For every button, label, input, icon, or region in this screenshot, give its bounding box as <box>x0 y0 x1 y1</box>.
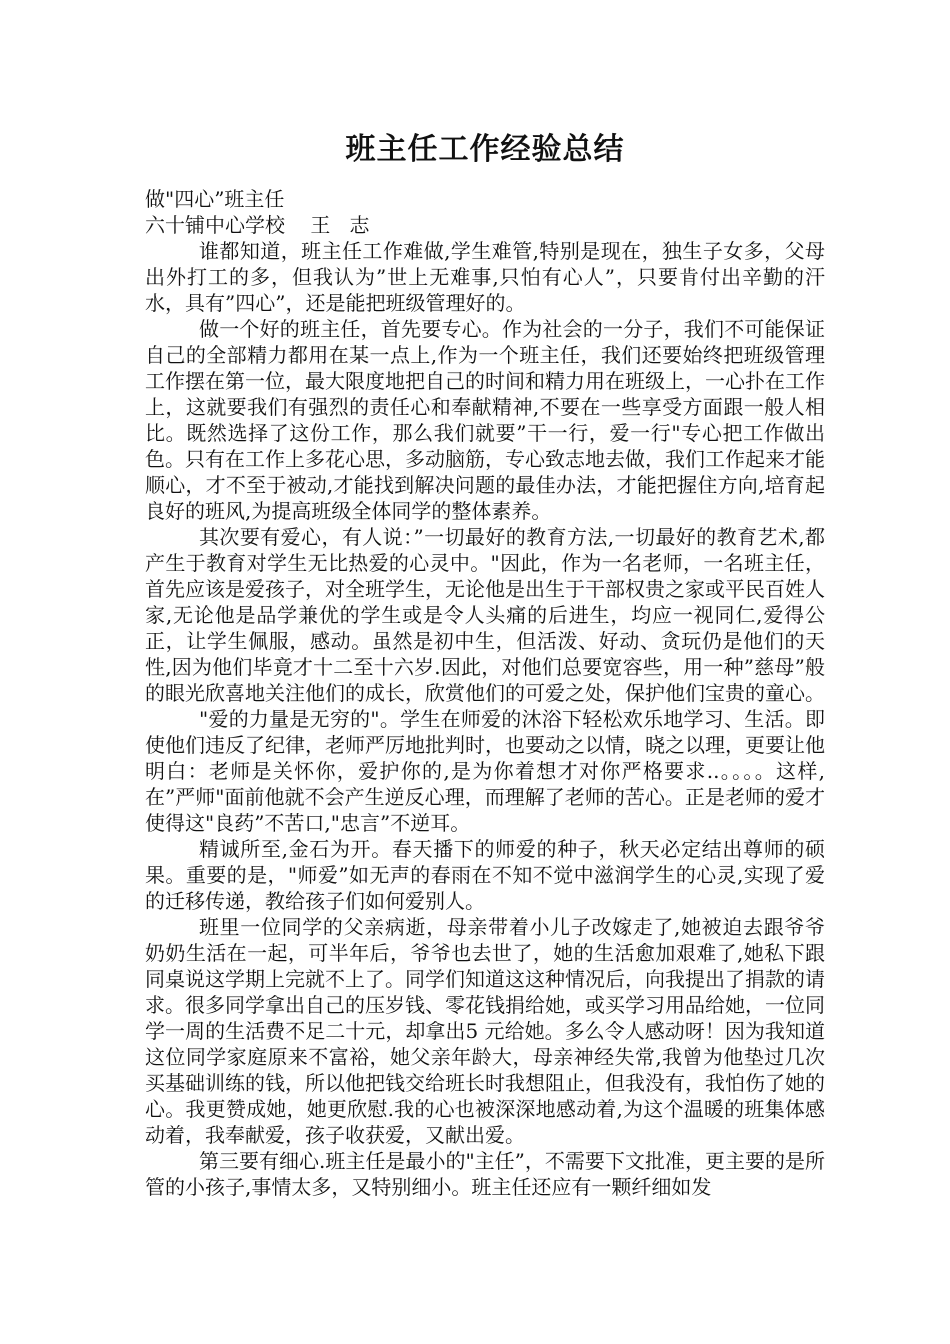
document-title: 班主任工作经验总结 <box>345 132 625 167</box>
paragraph-love: 其次要有爱心，有人说：”一切最好的教育方法,一切最好的教育艺术,都产生于教育对学生无比热爱的心灵中。"因此，作为一名老师，一名班主任，首先应该是爱孩子，对全班学生，无论他是出生于干部权贵之家或平民百姓人家,无论他是品学兼优的学生或是令人头痛的后进生，均应一视同仁,爱得公正，让学生佩服，感动。虽然是初中生，但活泼、好动、贪玩仍是他们的天性,因为他们毕竟才十二至十六岁.因此，对他们总要宽容些，用一种”慈母”般的眼光欣喜地关注他们的成长，欣赏他们的可爱之处，保护他们宝贵的童心。 <box>145 525 825 705</box>
paragraph-story: 班里一位同学的父亲病逝，母亲带着小儿子改嫁走了,她被迫去跟爷爷奶奶生活在一起，可半年后，爷爷也去世了，她的生活愈加艰难了,她私下跟同桌说这学期上完就不上了。同学们知道这这种情况后，向我提出了捐款的请求。很多同学拿出自己的压岁钱、零花钱捐给她，或买学习用品给她，一位同学一周的生活费不足二十元，却拿出5 元给她。多么令人感动呀！因为我知道这位同学家庭原来不富裕，她父亲年龄大，母亲神经失常,我曾为他垫过几次买基础训练的钱，所以他把钱交给班长时我想阻止，但我没有，我怕伤了她的心。我更赞成她，她更欣慰.我的心也被深深地感动着,为这个温暖的班集体感动着，我奉献爱，孩子收获爱，又献出爱。 <box>145 915 825 1147</box>
document-page <box>145 128 825 1200</box>
paragraph-focus: 做一个好的班主任，首先要专心。作为社会的一分子，我们不可能保证自己的全部精力都用在某一点上,作为一个班主任，我们还要始终把班级管理工作摆在第一位，最大限度地把自己的时间和精力用在班级上，一心扑在工作上，这就要我们有强烈的责任心和奉献精神,不要在一些享受方面跟一般人相比。既然选择了这份工作，那么我们就要”干一行，爱一行"专心把工作做出色。只有在工作上多花心思，多动脑筋，专心致志地去做，我们工作起来才能顺心，才不至于被动,才能找到解决问题的最佳办法，才能把握住方向,培育起良好的班风,为提高班级全体同学的整体素养。 <box>145 317 825 523</box>
document-subtitle: 做"四心”班主任 <box>145 187 285 211</box>
paragraph-carefulness: 第三要有细心.班主任是最小的"主任”，不需要下文批准，更主要的是所管的小孩子,事情太多，又特别细小。班主任还应有一颗纤细如发 <box>145 1149 825 1199</box>
paragraph-power-of-love: "爱的力量是无穷的"。学生在师爱的沐浴下轻松欢乐地学习、生活。即使他们违反了纪律，老师严厉地批判时，也要动之以情，晓之以理，更要让他明白：老师是关怀你，爱护你的,是为你着想才对你严格要求..。。。。这样,在”严师"面前他就不会产生逆反心理，而理解了老师的苦心。正是老师的爱才使得这"良药”不苦口,"忠言”不逆耳。 <box>145 707 825 835</box>
paragraph-sincerity: 精诚所至,金石为开。春天播下的师爱的种子，秋天必定结出尊师的硕果。重要的是，"师爱”如无声的春雨在不知不觉中滋润学生的心灵,实现了爱的迁移传递，教给孩子们如何爱别人。 <box>145 837 825 913</box>
paragraph-intro: 谁都知道，班主任工作难做,学生难管,特别是现在，独生子女多，父母出外打工的多，但我认为”世上无难事,只怕有心人”，只要肯付出辛勤的汗水，具有”四心”，还是能把班级管理好的。 <box>145 239 825 315</box>
author-line: 六十铺中心学校 王 志 <box>145 213 370 237</box>
